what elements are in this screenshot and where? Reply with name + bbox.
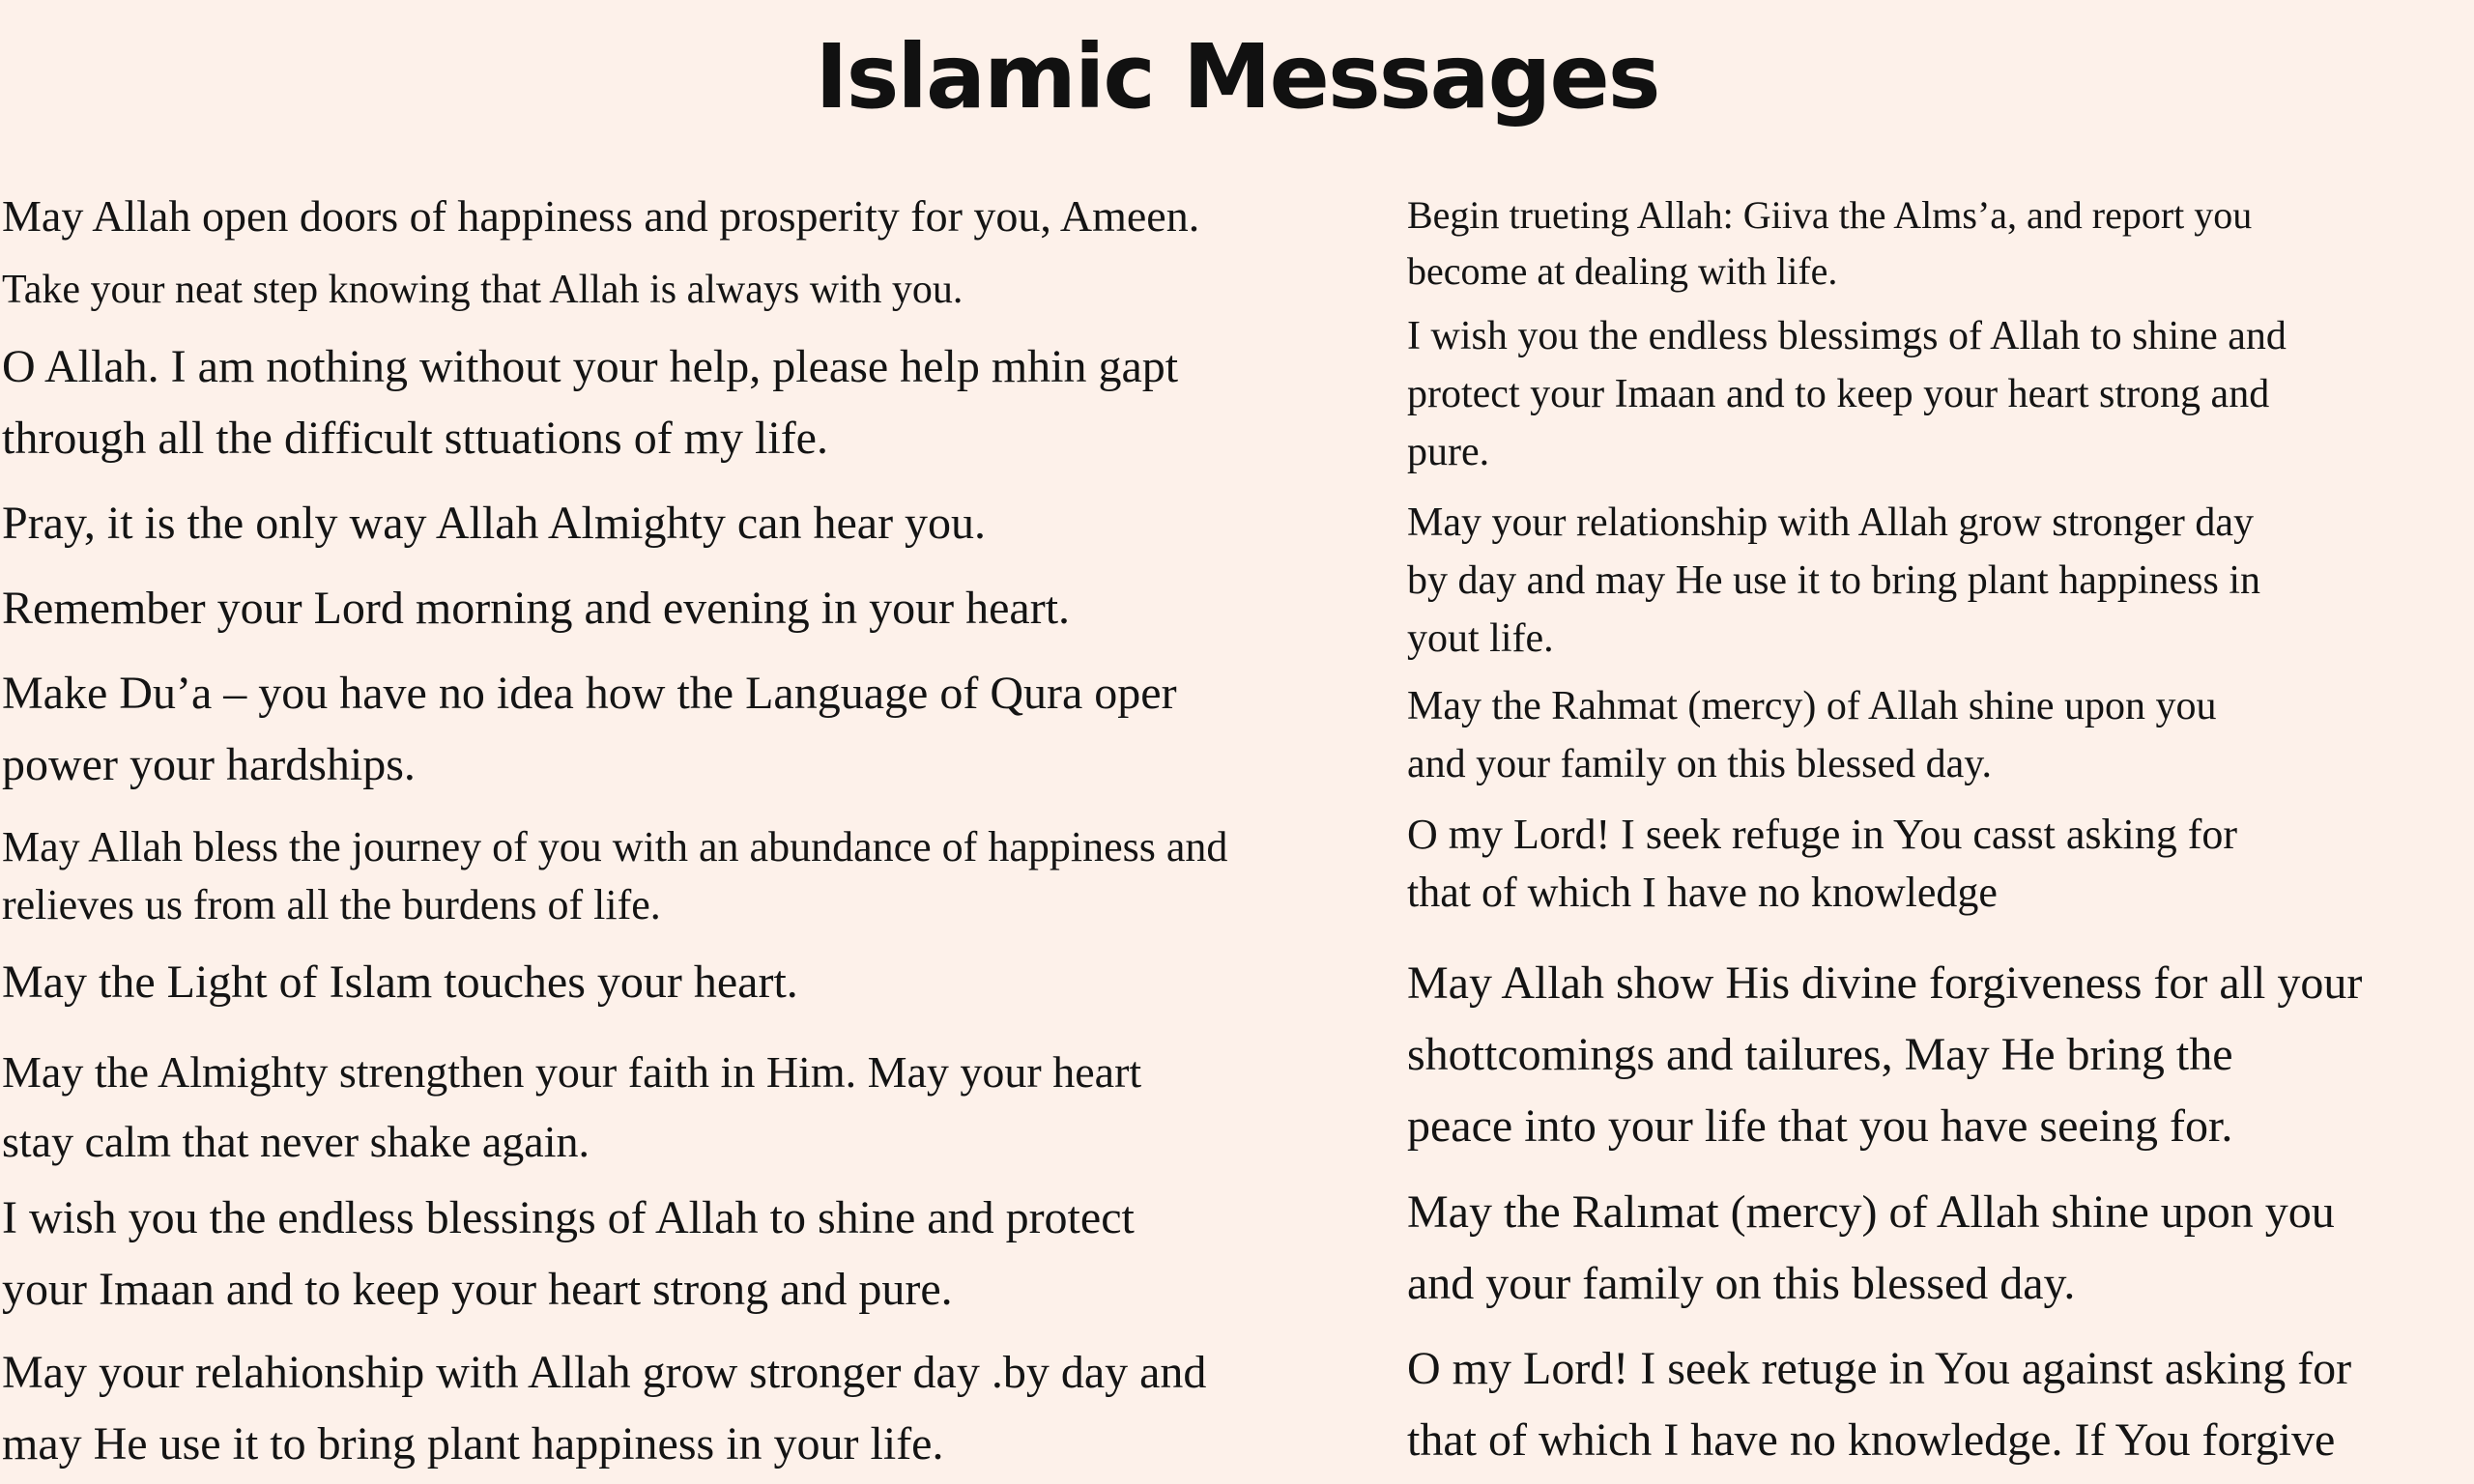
message-line: protect your Imaan and to keep your heart strong and (1407, 372, 2270, 416)
message-line: May the Ralımat (mercy) of Allah shine upon you (1407, 1186, 2335, 1238)
message-line: May the Light of Islam touches your heart. (2, 956, 798, 1008)
message-line: yout life. (1407, 616, 1554, 661)
message-line: may He use it to bring plant happiness in your life. (2, 1418, 944, 1470)
message-line: that of which I have no knowledge (1407, 869, 1998, 916)
right-message-column (1407, 0, 2470, 1484)
message-line: pure. (1407, 430, 1490, 474)
message-line: May your relationship with Allah grow stronger day (1407, 500, 2255, 545)
message-line: O Allah. I am nothing without your help, please help mhin gapt (2, 341, 1179, 392)
message-line: peace into your life that you have seeing for. (1407, 1100, 2233, 1152)
message-line: shottcomings and tailures, May He bring the (1407, 1029, 2233, 1080)
message-item (1407, 948, 2362, 1162)
message-line: May Allah open doors of happiness and prosperity for you, Ameen. (2, 191, 1200, 241)
message-line: and your family on this blessed day. (1407, 742, 1993, 786)
message-item (2, 818, 1227, 934)
message-item (2, 1038, 1141, 1177)
left-message-column (2, 0, 1401, 1484)
message-line: Make Du’a – you have no idea how the Language of Qura oper (2, 668, 1177, 719)
message-line: Take your neat step knowing that Allah is always with you. (2, 268, 964, 312)
message-item (1407, 307, 2287, 481)
message-item (2, 182, 1199, 251)
message-item (2, 261, 963, 319)
message-line: stay calm that never shake again. (2, 1117, 590, 1166)
message-line: May your relahionship with Allah grow stronger day .by day and (2, 1347, 1207, 1398)
message-item (2, 573, 1070, 644)
message-item (1407, 187, 2252, 300)
message-item (1407, 806, 2237, 922)
message-line: Remember your Lord morning and evening in your heart. (2, 583, 1071, 634)
message-line: through all the difficult sttuations of my life. (2, 413, 828, 464)
message-line: power your hardships. (2, 739, 416, 790)
message-item (1407, 494, 2260, 668)
message-line: Begin trueting Allah: Giiva the Alms’a, and report you (1407, 193, 2253, 237)
message-item (2, 658, 1177, 801)
message-item (2, 488, 986, 559)
message-line: by day and may He use it to bring plant happiness in (1407, 558, 2261, 603)
message-line: May the Almighty strengthen your faith in Him. May your heart (2, 1047, 1142, 1097)
message-line: May Allah show His divine forgiveness for all your (1407, 957, 2363, 1009)
page-title: Islamic Messages (815, 25, 1659, 128)
message-item (1407, 677, 2216, 793)
message-line: become at dealing with life. (1407, 249, 1838, 293)
message-line: O my Lord! I seek refuge in You casst asking for (1407, 811, 2238, 858)
message-line: relieves us from all the burdens of life. (2, 881, 661, 928)
message-item (2, 1337, 1206, 1480)
message-line: May Allah bless the journey of you with an abundance of happiness and (2, 823, 1228, 870)
message-item (1407, 1177, 2335, 1320)
message-item (2, 1183, 1135, 1326)
message-line: your Imaan and to keep your heart strong and pure. (2, 1264, 953, 1315)
message-line: and your family on this blessed day. (1407, 1258, 2076, 1309)
message-item (2, 947, 798, 1018)
message-line: I wish you the endless blessings of Allah to shine and protect (2, 1192, 1135, 1243)
message-line: I wish you the endless blessimgs of Allah to shine and (1407, 314, 2287, 358)
message-item (2, 331, 1178, 474)
message-line: O my Lord! I seek retuge in You against asking for (1407, 1343, 2352, 1394)
message-line: that of which I have no knowledge. If You forgive (1407, 1414, 2336, 1466)
message-item (1407, 1333, 2351, 1476)
message-line: Pray, it is the only way Allah Almighty can hear you. (2, 498, 987, 549)
message-line: May the Rahmat (mercy) of Allah shine upon you (1407, 684, 2217, 728)
